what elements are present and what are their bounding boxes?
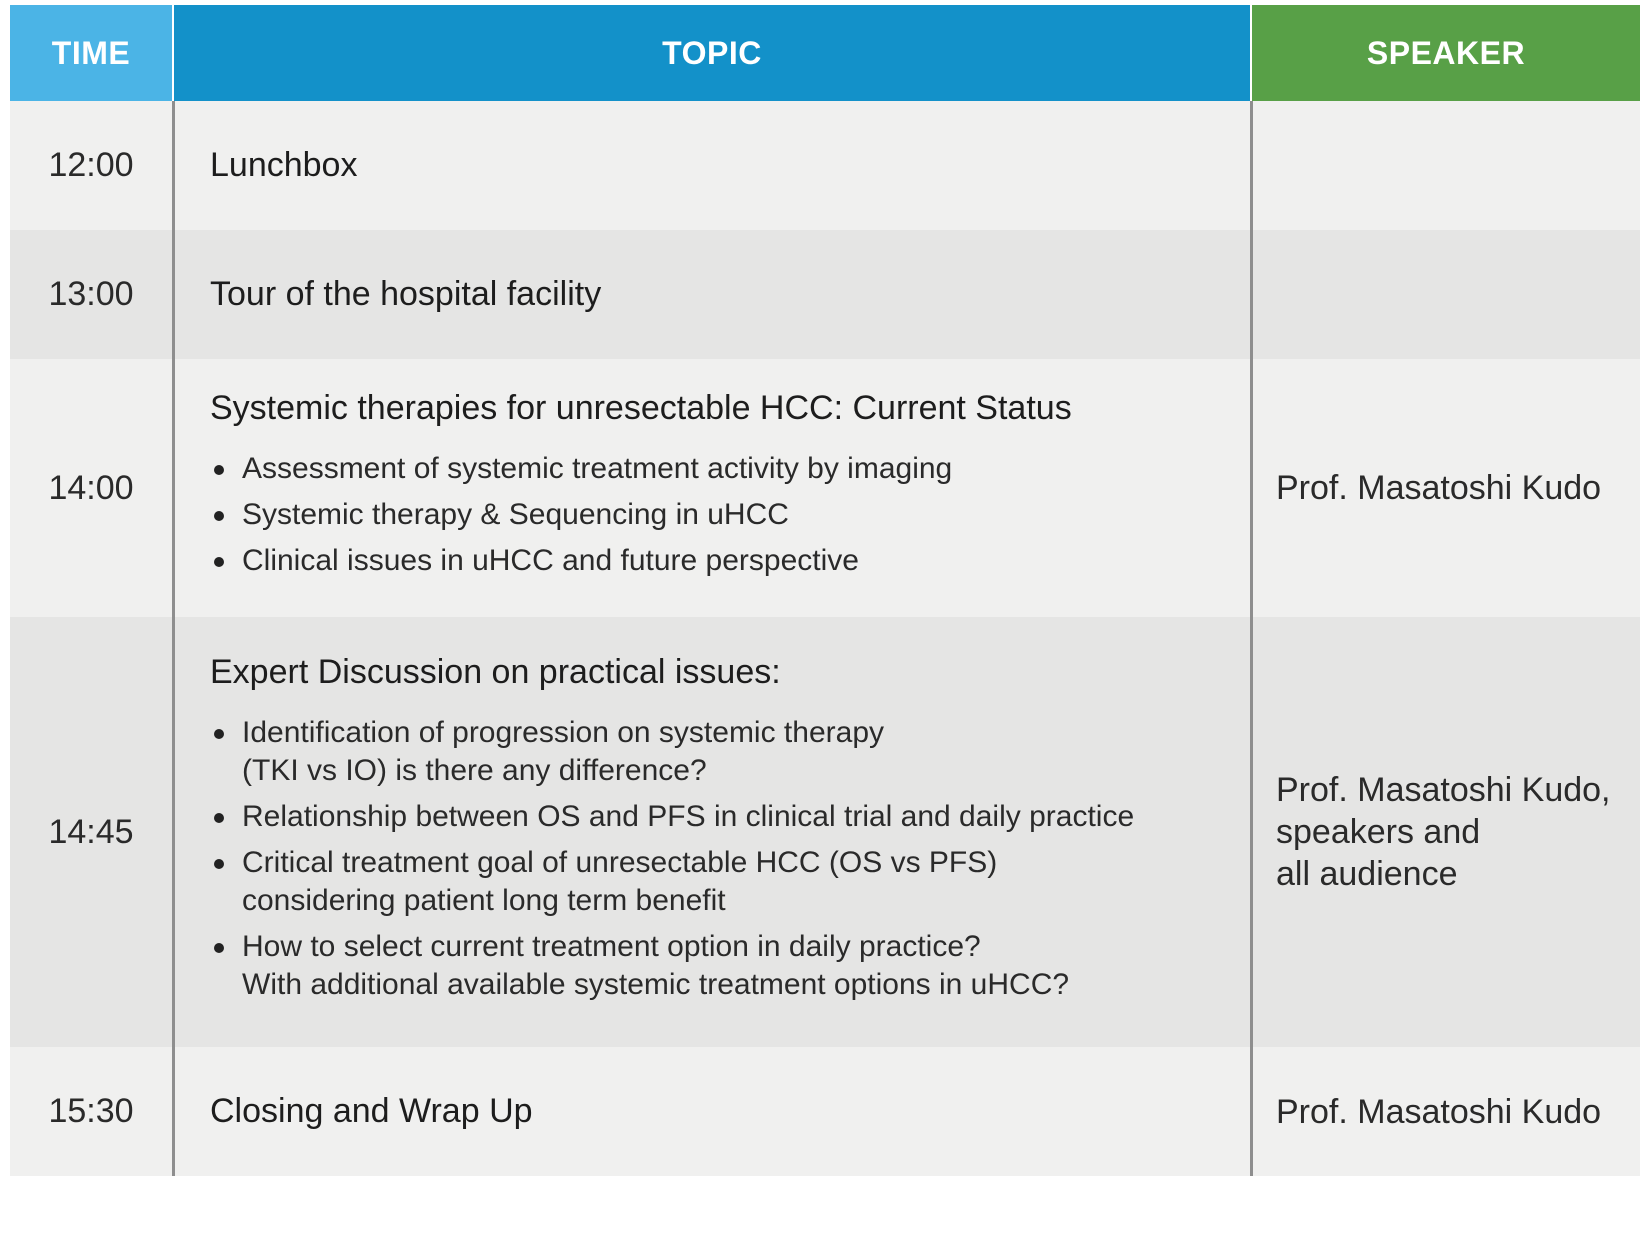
speaker-header-label: SPEAKER bbox=[1366, 34, 1526, 71]
list-item-line: How to select current treatment option in daily practice? bbox=[242, 929, 981, 963]
table-row bbox=[10, 230, 1640, 359]
row-speaker bbox=[1276, 230, 1636, 359]
column-divider-speaker bbox=[1250, 101, 1253, 1176]
row-time: 13:00 bbox=[48, 275, 134, 313]
table-row bbox=[10, 101, 1640, 230]
table-header bbox=[10, 5, 1640, 101]
list-item bbox=[210, 844, 1230, 920]
topic-column-header bbox=[174, 5, 1250, 101]
row-speaker: Prof. Masatoshi Kudo bbox=[1276, 1092, 1602, 1131]
list-item-line: With additional available systemic treatment options in uHCC? bbox=[242, 967, 1070, 1001]
speaker-line: Prof. Masatoshi Kudo, bbox=[1276, 771, 1611, 809]
row-topic bbox=[210, 359, 1230, 617]
list-item: Assessment of systemic treatment activity by imaging bbox=[210, 450, 1230, 488]
row-time: 14:45 bbox=[48, 812, 134, 851]
list-item-line: Relationship between OS and PFS in clinical trial and daily practice bbox=[242, 799, 1135, 833]
list-item-line: considering patient long term benefit bbox=[242, 883, 726, 917]
list-item: Clinical issues in uHCC and future perspective bbox=[210, 542, 1230, 580]
table-row bbox=[10, 617, 1640, 1047]
list-item: Systemic therapy & Sequencing in uHCC bbox=[210, 496, 1230, 534]
topic-title: Expert Discussion on practical issues: bbox=[210, 652, 781, 691]
list-item bbox=[210, 714, 1230, 790]
table-row bbox=[10, 359, 1640, 617]
list-item-line: Critical treatment goal of unresectable HCC (OS vs PFS) bbox=[242, 845, 998, 879]
agenda-table bbox=[10, 5, 1640, 1176]
row-time: 14:00 bbox=[48, 468, 134, 507]
row-speaker bbox=[1276, 101, 1636, 230]
row-topic bbox=[210, 1047, 1230, 1176]
row-time: 12:00 bbox=[48, 146, 134, 184]
table-row bbox=[10, 1047, 1640, 1176]
speaker-line: speakers and bbox=[1276, 813, 1481, 851]
list-item-line: Identification of progression on systemic therapy bbox=[242, 715, 884, 749]
row-topic bbox=[210, 101, 1230, 230]
topic-header-label: TOPIC bbox=[662, 34, 762, 71]
row-speaker: Prof. Masatoshi Kudo bbox=[1276, 469, 1602, 507]
row-topic bbox=[210, 230, 1230, 359]
row-topic bbox=[210, 617, 1230, 1047]
column-divider-time bbox=[172, 101, 175, 1176]
list-item bbox=[210, 798, 1230, 836]
speaker-line: all audience bbox=[1276, 855, 1458, 893]
topic-bullet-list bbox=[210, 714, 1230, 1012]
row-speaker bbox=[1276, 617, 1636, 1047]
time-column-header bbox=[10, 5, 172, 101]
topic-title: Lunchbox bbox=[210, 146, 358, 184]
list-item bbox=[210, 928, 1230, 1004]
time-header-label: TIME bbox=[51, 34, 131, 71]
speaker-column-header bbox=[1252, 5, 1640, 101]
row-time: 15:30 bbox=[48, 1092, 134, 1130]
topic-title: Systemic therapies for unresectable HCC: Current Status bbox=[210, 388, 1072, 427]
list-item-line: (TKI vs IO) is there any difference? bbox=[242, 753, 707, 787]
topic-title: Closing and Wrap Up bbox=[210, 1092, 533, 1130]
topic-bullet-list bbox=[210, 450, 1230, 588]
topic-title: Tour of the hospital facility bbox=[210, 275, 602, 313]
